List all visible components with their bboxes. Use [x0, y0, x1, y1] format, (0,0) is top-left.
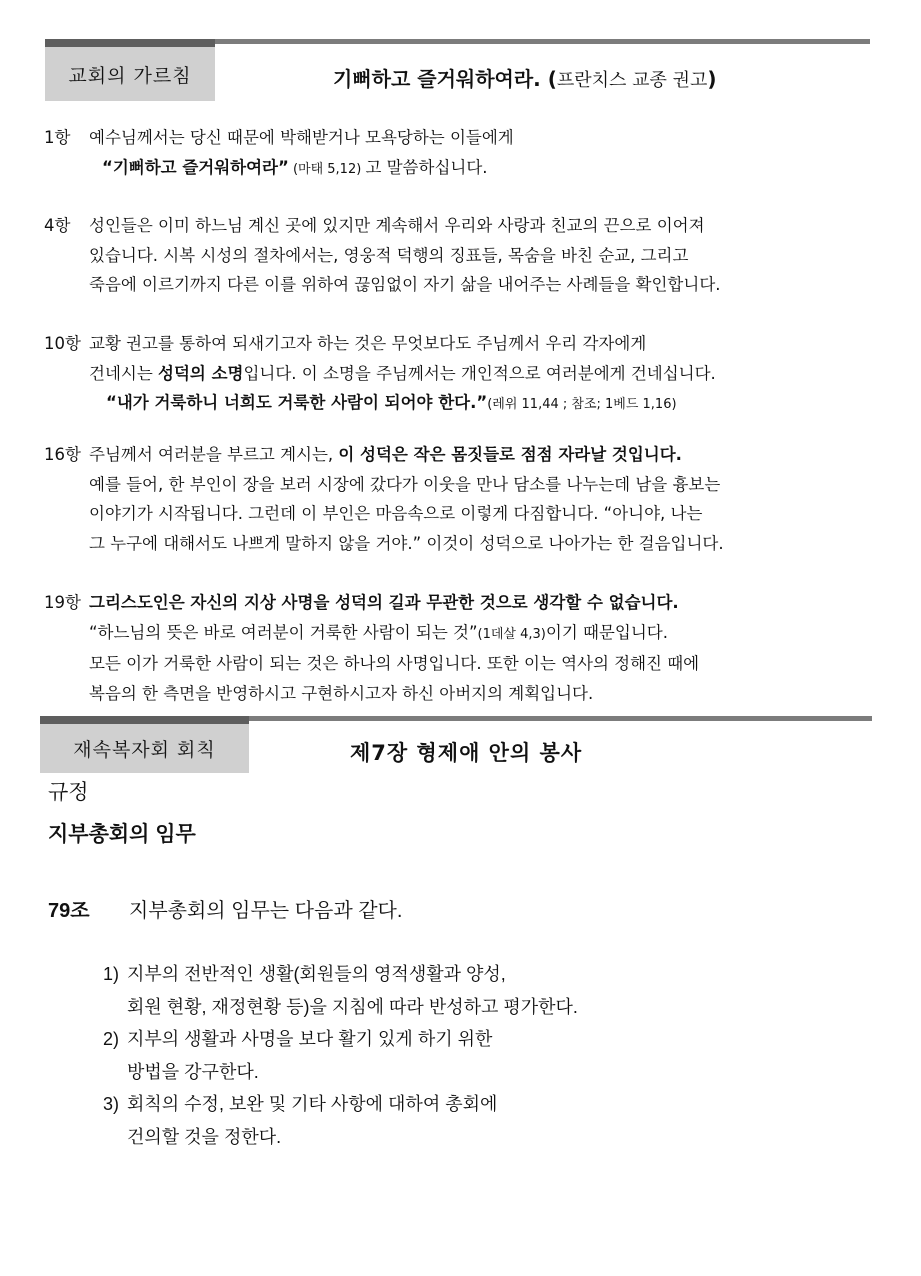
paragraph-16 [44, 440, 724, 558]
paragraph-number: 4항 [44, 216, 71, 235]
paragraph-line: 이야기가 시작됩니다. 그런데 이 부인은 마음속으로 이렇게 다짐합니다. “아니야, 나는 [89, 504, 703, 523]
paragraph-10 [44, 329, 716, 420]
paragraph-line [44, 153, 514, 185]
text: 고 말씀하십니다. [365, 157, 488, 177]
item-line: 건의할 것을 정한다. [127, 1126, 282, 1147]
section2-tab-label: 재속복자회 회칙 [73, 739, 216, 761]
paragraph-4 [44, 211, 721, 300]
paragraph-line: 성인들은 이미 하느님 계신 곳에 있지만 계속해서 우리와 사랑과 친교의 끈으로 이어져 [89, 216, 705, 235]
item-number: 1) [103, 964, 120, 984]
rule-label: 규정 [48, 781, 89, 804]
section1-tab [45, 39, 215, 101]
paragraph-line: 예수님께서는 당신 때문에 박해받거나 모욕당하는 이들에게 [89, 128, 514, 147]
paragraph-line: 복음의 한 측면을 반영하시고 구현하시고자 하신 아버지의 계획입니다. [89, 683, 594, 703]
list-item [103, 958, 578, 1023]
item-line: 지부의 전반적인 생활(회원들의 영적생활과 양성, [127, 964, 506, 984]
item-number: 3) [103, 1094, 120, 1114]
paragraph-line: 교황 권고를 통하여 되새기고자 하는 것은 무엇보다도 주님께서 우리 각자에게 [89, 334, 647, 353]
paragraph-line: 그리스도인은 자신의 지상 사명을 성덕의 길과 무관한 것으로 생각할 수 없습니다. [89, 593, 679, 612]
section1-tab-label: 교회의 가르침 [68, 64, 192, 87]
section-heading: 지부총회의 임무 [48, 823, 196, 846]
paragraph-number: 16항 [44, 445, 81, 464]
paragraph-19 [44, 588, 699, 708]
item-line: 방법을 강구한다. [127, 1061, 259, 1082]
section2-title [350, 737, 582, 767]
item-number: 2) [103, 1029, 120, 1049]
paragraph-number: 1항 [44, 128, 71, 147]
section1-title-sub: 프란치스 교종 권고 [556, 70, 708, 91]
paragraph-line: 예를 들어, 한 부인이 장을 보러 시장에 갔다가 이웃을 만나 담소를 나누는데 남을 흉보는 [89, 474, 721, 494]
paragraph-line [44, 388, 716, 420]
emphasis: 이 성덕은 작은 몸짓들로 점점 자라날 것입니다. [338, 445, 682, 464]
paragraph-number: 10항 [44, 334, 81, 353]
section2-title-text: 제7장 형제애 안의 봉사 [350, 741, 583, 765]
paragraph-1 [44, 123, 514, 184]
quote: “기뻐하고 즐거워하여라” [102, 157, 289, 177]
list-item [103, 1088, 497, 1153]
paragraph-line: 죽음에 이르기까지 다른 이를 위하여 끊임없이 자기 삶을 내어주는 사례들을 확인합니다. [89, 275, 721, 294]
paragraph-line [44, 359, 716, 389]
emphasis: 성덕의 소명 [158, 363, 244, 383]
section2-tab [40, 716, 249, 773]
item-line: 회원 현황, 재정현황 등)을 지침에 따라 반성하고 평가한다. [127, 996, 578, 1017]
article-text: 지부총회의 임무는 다음과 같다. [129, 900, 403, 922]
text: 주님께서 여러분을 부르고 계시는, [89, 445, 339, 464]
item-line: 회칙의 수정, 보완 및 기타 사항에 대하여 총회에 [127, 1094, 498, 1114]
reference: (레위 11,44 ; 참조; 1베드 1,16) [487, 397, 677, 412]
item-line: 지부의 생활과 사명을 보다 활기 있게 하기 위한 [127, 1029, 493, 1049]
paragraph-number: 19항 [44, 593, 81, 612]
reference: (1데살 4,3) [477, 626, 546, 642]
section1-title-main: 기뻐하고 즐거워하여라. [333, 67, 541, 91]
article-number: 79조 [48, 900, 90, 922]
paragraph-line [44, 440, 724, 470]
reference: (마태 5,12) [288, 161, 366, 177]
quote: “하느님의 뜻은 바로 여러분이 거룩한 사람이 되는 것” [89, 622, 478, 642]
text: 이기 때문입니다. [545, 622, 668, 642]
text: 건네시는 [89, 363, 159, 383]
quote: “내가 거룩하니 너희도 거룩한 사람이 되어야 한다.” [106, 393, 488, 412]
paragraph-line: 그 누구에 대해서도 나쁘게 말하지 않을 거야.” 이것이 성덕으로 나아가는 한 걸음입니다. [89, 533, 724, 553]
paragraph-line: 있습니다. 시복 시성의 절차에서는, 영웅적 덕행의 징표들, 목숨을 바친 순교, 그리고 [89, 245, 689, 265]
text: 입니다. 이 소명을 주님께서는 개인적으로 여러분에게 건네십니다. [243, 363, 716, 383]
list-item [103, 1023, 492, 1088]
section1-title [333, 63, 717, 92]
section1-title-close: ) [707, 67, 717, 91]
paragraph-line [44, 618, 699, 650]
section1-title-open: ( [540, 67, 557, 91]
paragraph-line: 모든 이가 거룩한 사람이 되는 것은 하나의 사명입니다. 또한 이는 역사의 정해진 때에 [89, 654, 700, 673]
